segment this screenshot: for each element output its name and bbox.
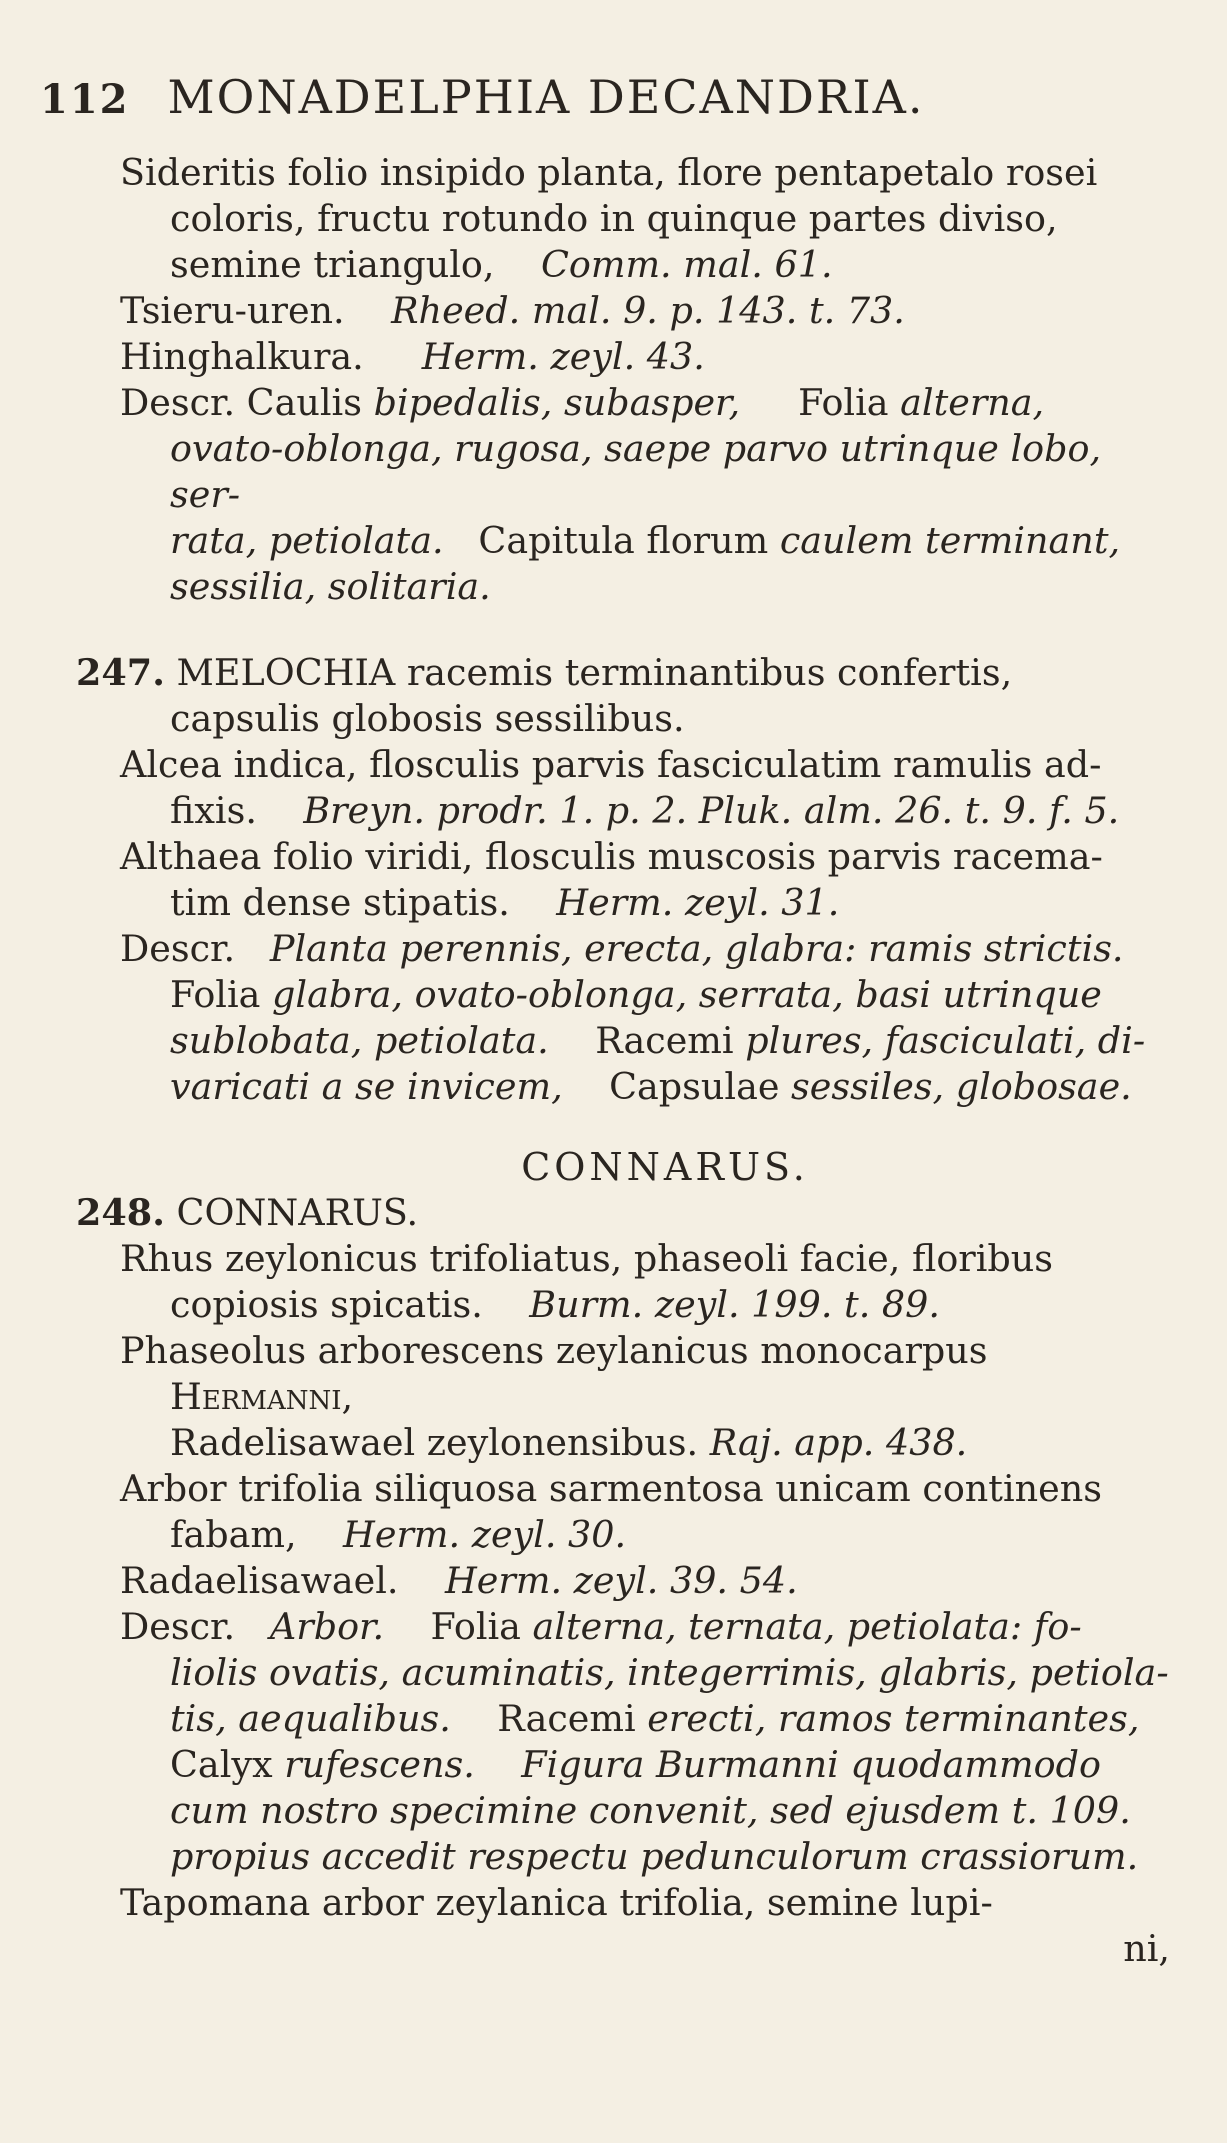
text-line: Calyx [170, 1743, 273, 1786]
citation: Comm. mal. 61. [540, 243, 833, 286]
citation: Breyn. prodr. 1. p. 2. Pluk. alm. 26. t. 9. f. 5. [303, 789, 1120, 832]
citation: Herm. zeyl. 39. 54. [444, 1559, 798, 1602]
text-italic: Figura Burmanni quodammodo [521, 1743, 1101, 1786]
citation: Raj. app. 438. [709, 1421, 968, 1464]
text-line: ni, [1123, 1927, 1170, 1970]
text-italic: bipedalis, subasper, [373, 381, 741, 424]
text-italic: liolis ovatis, acuminatis, integerrimis, glabris, petiola- [170, 1651, 1169, 1694]
text-line: fixis. [170, 789, 257, 832]
text-line: semine triangulo, [170, 243, 495, 286]
text-line: Descr. Caulis [120, 381, 362, 424]
entry-number: 247. [76, 651, 165, 694]
synonym-radaelisawael [120, 1558, 1170, 1604]
text-line: Arbor trifolia siliquosa sarmentosa unicam continens [120, 1467, 1102, 1510]
text-italic: plures, fasciculati, di- [745, 1019, 1146, 1062]
text-line: Folia [430, 1605, 521, 1648]
page-header [40, 70, 1190, 124]
entry-number: 248. [76, 1191, 165, 1234]
text-italic: erecti, ramos terminantes, [647, 1697, 1140, 1740]
synonym-tapomana [120, 1880, 1170, 1926]
text-italic: propius accedit respectu pedunculorum crassiorum. [170, 1835, 1139, 1878]
text-italic: ovato-oblonga, rugosa, saepe parvo utrinque lobo, ser- [170, 427, 1102, 516]
text-line: Alcea indica, flosculis parvis fasciculatim ramulis ad- [120, 743, 1102, 786]
text-italic: Planta perennis, erecta, glabra: ramis strictis. [269, 927, 1124, 970]
synonym-arbor [120, 1466, 1170, 1558]
synonym-rhus [120, 1236, 1170, 1328]
author-name: Hermanni, [170, 1375, 354, 1418]
text-line: Hinghalkura. [120, 335, 364, 378]
text-line: Sideritis folio insipido planta, flore pentapetalo rosei [120, 151, 1098, 194]
text-italic: rata, petiolata. [170, 519, 444, 562]
text-line: Radaelisawael. [120, 1559, 399, 1602]
synonym-sideritis [120, 150, 1170, 288]
text-italic: tis, aequalibus. [170, 1697, 451, 1740]
text-italic: caulem terminant, [779, 519, 1121, 562]
text-line: Capsulae [609, 1065, 780, 1108]
page-number: 112 [40, 76, 130, 123]
text-line: Descr. [120, 927, 236, 970]
text-italic: rufescens. [284, 1743, 475, 1786]
synonym-tsieru-uren [120, 288, 1170, 334]
text-line: Racemi [595, 1019, 734, 1062]
text-line: Tsieru-uren. [120, 289, 345, 332]
text-line: Phaseolus arborescens zeylanicus monocarpus [120, 1329, 988, 1372]
text-line: MELOCHIA racemis terminantibus confertis, [176, 651, 1013, 694]
text-italic: cum nostro specimine convenit, sed ejusdem t. 109. [170, 1789, 1131, 1832]
section-heading: CONNARUS. [521, 1145, 809, 1189]
text-italic: varicati a se invicem, [170, 1065, 563, 1108]
text-italic: sessiles, globosae. [791, 1065, 1132, 1108]
text-line: tim dense stipatis. [170, 881, 510, 924]
text-italic: alterna, [900, 381, 1045, 424]
synonym-alcea [120, 742, 1170, 834]
text-line: coloris, fructu rotundo in quinque partes diviso, [170, 197, 1058, 240]
synonym-block [120, 150, 1170, 610]
text-line: Folia [798, 381, 889, 424]
text-line: Rhus zeylonicus trifoliatus, phaseoli facie, floribus [120, 1237, 1054, 1280]
description [120, 926, 1170, 1110]
citation: Herm. zeyl. 43. [421, 335, 705, 378]
text-line: Radelisawael zeylonensibus. [170, 1421, 699, 1464]
text-line: Descr. [120, 1605, 236, 1648]
synonym-hinghalkura [120, 334, 1170, 380]
description [120, 1604, 1170, 1880]
text-italic: sublobata, petiolata. [170, 1019, 549, 1062]
text-line: fabam, [170, 1513, 297, 1556]
text-line: Althaea folio viridi, flosculis muscosis parvis racema- [120, 835, 1103, 878]
text-italic: sessilia, solitaria. [170, 565, 491, 608]
text-italic: alterna, ternata, petiolata: fo- [532, 1605, 1082, 1648]
text-line: Capitula florum [478, 519, 769, 562]
citation: Herm. zeyl. 31. [556, 881, 840, 924]
text-line: Racemi [497, 1697, 636, 1740]
page-body [76, 150, 1170, 1972]
entry-247 [76, 650, 1170, 1110]
text-line: Folia [170, 973, 261, 1016]
entry-248 [76, 1190, 1170, 1972]
text-line: capsulis globosis sessilibus. [170, 697, 685, 740]
description [120, 380, 1170, 610]
synonym-althaea [120, 834, 1170, 926]
synonym-phaseolus [120, 1328, 1170, 1466]
text-line: CONNARUS. [176, 1191, 419, 1234]
catchword [120, 1926, 1170, 1972]
text-italic: glabra, ovato-oblonga, serrata, basi utrinque [272, 973, 1102, 1016]
text-line: Tapomana arbor zeylanica trifolia, semine lupi- [120, 1881, 993, 1924]
running-title: MONADELPHIA DECANDRIA. [167, 70, 925, 124]
entry-heading [76, 1190, 1170, 1236]
citation: Burm. zeyl. 199. t. 89. [529, 1283, 940, 1326]
entry-heading [76, 650, 1170, 742]
citation: Herm. zeyl. 30. [343, 1513, 627, 1556]
text-line: copiosis spicatis. [170, 1283, 483, 1326]
citation: Rheed. mal. 9. p. 143. t. 73. [391, 289, 905, 332]
text-italic: Arbor. [269, 1605, 385, 1648]
